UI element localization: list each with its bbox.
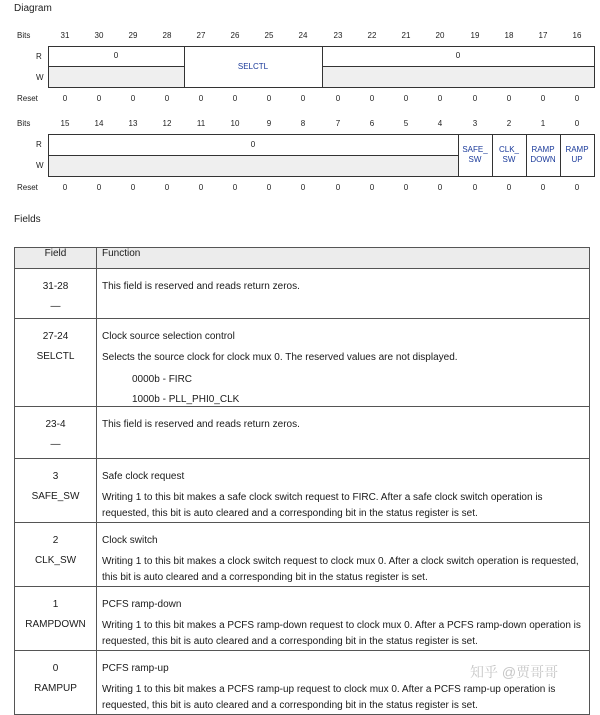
grid-line xyxy=(594,134,595,177)
reserved-write-fill xyxy=(48,67,184,87)
bit-number: 29 xyxy=(128,31,138,40)
reset-value: 0 xyxy=(62,94,68,103)
header-field: Field xyxy=(15,248,97,269)
field-cell xyxy=(15,459,97,523)
function-cell xyxy=(97,459,590,523)
clk-sw-field xyxy=(492,134,526,176)
grid-line xyxy=(48,66,184,67)
field-name: RAMPUP xyxy=(34,683,77,694)
field-cell xyxy=(15,587,97,651)
field-cell xyxy=(15,407,97,459)
reset-value: 0 xyxy=(130,94,136,103)
field-cell xyxy=(15,269,97,319)
reserved-write-fill xyxy=(48,155,458,176)
bit-number: 13 xyxy=(128,119,138,128)
function-title: Safe clock request xyxy=(102,471,185,482)
reset-value: 0 xyxy=(403,94,409,103)
rampup-field xyxy=(560,134,594,176)
field-name: — xyxy=(50,301,61,312)
function-cell xyxy=(97,651,590,715)
function-option: 0000b - FIRC xyxy=(132,374,193,385)
fields-table xyxy=(14,247,590,715)
function-title: Clock source selection control xyxy=(102,331,235,342)
reset-value: 0 xyxy=(130,183,136,192)
field-name-line: SW xyxy=(502,155,516,164)
bit-number: 19 xyxy=(470,31,480,40)
reset-value: 0 xyxy=(266,94,272,103)
bit-number: 16 xyxy=(572,31,582,40)
reset-value: 0 xyxy=(164,183,170,192)
field-bits: 2 xyxy=(52,535,59,546)
bit-number: 27 xyxy=(196,31,206,40)
reserved-write-fill xyxy=(322,67,594,87)
function-cell xyxy=(97,407,590,459)
bit-number: 17 xyxy=(538,31,548,40)
field-cell xyxy=(15,319,97,407)
field-name-line: SW xyxy=(468,155,482,164)
bit-number: 14 xyxy=(94,119,104,128)
function-desc: This field is reserved and reads return zeros. xyxy=(102,281,300,292)
function-desc: Writing 1 to this bit makes a PCFS ramp-up request to clock mux 0. After a PCFS ramp-up operation is requested, this bit is auto cleared and a corresponding bit in the status register is set. xyxy=(102,684,556,711)
selctl-field: SELCTL xyxy=(237,61,269,71)
bit-number: 22 xyxy=(367,31,377,40)
function-cell xyxy=(97,523,590,587)
bit-number: 10 xyxy=(230,119,240,128)
reset-value: 0 xyxy=(198,183,204,192)
diagram-title: Diagram xyxy=(14,3,52,14)
reserved-read-value: 0 xyxy=(113,51,119,60)
bits-label: Bits xyxy=(17,119,31,128)
function-desc: Writing 1 to this bit makes a PCFS ramp-down request to clock mux 0. After a PCFS ramp-down operation is requested, this bit is auto cleared and a corresponding bit in the status register is set. xyxy=(102,620,581,647)
table-row xyxy=(15,459,590,523)
bit-number: 4 xyxy=(437,119,443,128)
grid-line xyxy=(48,155,458,156)
field-bits: 1 xyxy=(52,599,59,610)
reset-value: 0 xyxy=(403,183,409,192)
reset-value: 0 xyxy=(472,94,478,103)
field-cell xyxy=(15,651,97,715)
bit-number: 15 xyxy=(60,119,70,128)
field-name-line: RAMP xyxy=(565,145,589,154)
function-option: 1000b - PLL_PHI0_CLK xyxy=(132,394,240,405)
header-function: Function xyxy=(97,248,590,269)
write-label: W xyxy=(36,161,44,170)
reset-value: 0 xyxy=(232,94,238,103)
function-cell xyxy=(97,319,590,407)
function-title: Clock switch xyxy=(102,535,158,546)
bits-label: Bits xyxy=(17,31,31,40)
reset-value: 0 xyxy=(369,183,375,192)
reset-label: Reset xyxy=(17,183,38,192)
reserved-read-value: 0 xyxy=(250,139,256,149)
grid-line xyxy=(48,176,594,177)
bit-number: 7 xyxy=(335,119,341,128)
field-name-line: UP xyxy=(571,155,583,164)
bit-number: 30 xyxy=(94,31,104,40)
read-label: R xyxy=(36,52,42,61)
field-bits: 23-4 xyxy=(45,419,66,430)
reset-value: 0 xyxy=(540,94,546,103)
function-desc: Writing 1 to this bit makes a safe clock switch request to FIRC. After a safe clock switch operation is requested, this bit is auto cleared and a corresponding bit in the status register is set. xyxy=(102,492,543,519)
field-bits: 3 xyxy=(52,471,59,482)
reset-value: 0 xyxy=(574,94,580,103)
field-name-line: DOWN xyxy=(530,155,556,164)
reset-value: 0 xyxy=(437,183,443,192)
function-desc: This field is reserved and reads return zeros. xyxy=(102,419,300,430)
field-cell xyxy=(15,523,97,587)
rampdown-field xyxy=(526,134,560,176)
reserved-read-value: 0 xyxy=(455,51,461,60)
bit-number: 24 xyxy=(298,31,308,40)
field-name-line: RAMP xyxy=(531,145,555,154)
reset-label: Reset xyxy=(17,94,38,103)
bit-number: 23 xyxy=(333,31,343,40)
watermark: 知乎 @贾哥哥 xyxy=(470,664,559,680)
fields-title: Fields xyxy=(14,214,41,225)
reset-value: 0 xyxy=(437,94,443,103)
bit-number: 9 xyxy=(266,119,272,128)
field-name-line: SAFE_ xyxy=(462,145,488,154)
reset-value: 0 xyxy=(300,94,306,103)
grid-line xyxy=(594,46,595,88)
reset-value: 0 xyxy=(300,183,306,192)
bit-number: 25 xyxy=(264,31,274,40)
table-row xyxy=(15,587,590,651)
reset-value: 0 xyxy=(506,94,512,103)
write-label: W xyxy=(36,73,44,82)
field-bits: 31-28 xyxy=(42,281,69,292)
table-row xyxy=(15,269,590,319)
function-title: PCFS ramp-down xyxy=(102,599,182,610)
bit-number: 31 xyxy=(60,31,70,40)
reset-value: 0 xyxy=(472,183,478,192)
reset-value: 0 xyxy=(96,94,102,103)
reset-value: 0 xyxy=(198,94,204,103)
bit-number: 20 xyxy=(435,31,445,40)
reset-value: 0 xyxy=(506,183,512,192)
function-desc: Selects the source clock for clock mux 0. The reserved values are not displayed. xyxy=(102,352,458,363)
bit-number: 12 xyxy=(162,119,172,128)
reset-value: 0 xyxy=(369,94,375,103)
bit-number: 18 xyxy=(504,31,514,40)
field-bits: 27-24 xyxy=(42,331,69,342)
function-title: PCFS ramp-up xyxy=(102,663,169,674)
grid-line xyxy=(48,87,594,88)
reset-value: 0 xyxy=(266,183,272,192)
table-row xyxy=(15,319,590,407)
reset-value: 0 xyxy=(96,183,102,192)
field-name: CLK_SW xyxy=(34,555,77,566)
reset-value: 0 xyxy=(232,183,238,192)
bit-number: 11 xyxy=(196,119,206,128)
table-row xyxy=(15,523,590,587)
function-desc: Writing 1 to this bit makes a clock switch request to clock mux 0. After a clock switch operation is requested, this bit is auto cleared and a corresponding bit in the status register is set. xyxy=(102,556,579,583)
bit-number: 3 xyxy=(472,119,478,128)
bit-number: 1 xyxy=(540,119,546,128)
safe-sw-field xyxy=(458,134,492,176)
field-name: SAFE_SW xyxy=(31,491,80,502)
reset-value: 0 xyxy=(540,183,546,192)
table-header-row xyxy=(15,248,590,269)
grid-line xyxy=(322,66,594,67)
reset-value: 0 xyxy=(335,183,341,192)
field-name-line: CLK_ xyxy=(498,145,519,154)
reset-value: 0 xyxy=(335,94,341,103)
field-name: SELCTL xyxy=(36,351,75,362)
bit-number: 0 xyxy=(574,119,580,128)
bit-number: 28 xyxy=(162,31,172,40)
bit-number: 26 xyxy=(230,31,240,40)
reset-value: 0 xyxy=(164,94,170,103)
table-row xyxy=(15,651,590,715)
reset-value: 0 xyxy=(574,183,580,192)
function-cell xyxy=(97,269,590,319)
bit-number: 2 xyxy=(506,119,512,128)
reset-value: 0 xyxy=(62,183,68,192)
bit-number: 6 xyxy=(369,119,375,128)
bit-number: 8 xyxy=(300,119,306,128)
read-label: R xyxy=(36,140,42,149)
function-cell xyxy=(97,587,590,651)
bit-number: 21 xyxy=(401,31,411,40)
bit-number: 5 xyxy=(403,119,409,128)
field-name: — xyxy=(50,439,61,450)
field-bits: 0 xyxy=(52,663,59,674)
table-row xyxy=(15,407,590,459)
field-name: RAMPDOWN xyxy=(25,619,86,630)
